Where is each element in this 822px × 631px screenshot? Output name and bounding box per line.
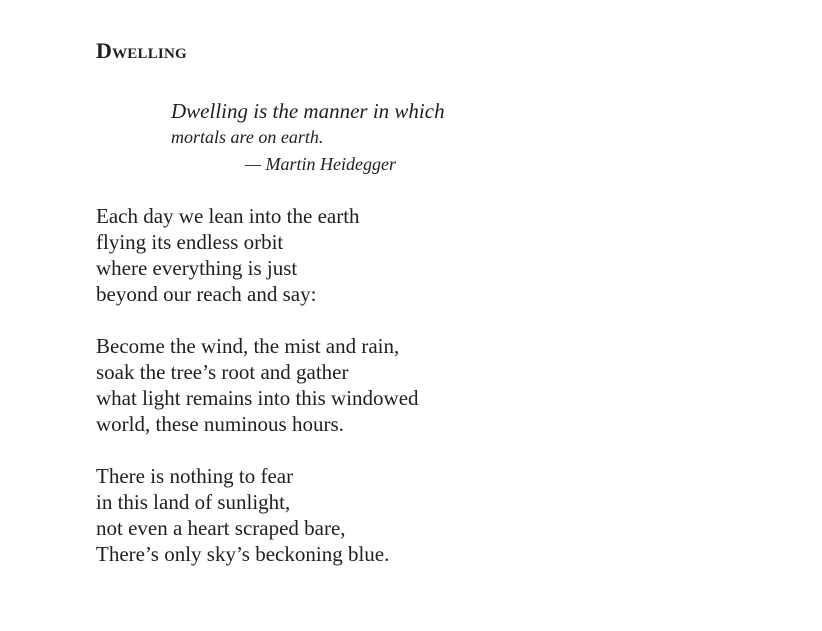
stanza: [96, 333, 419, 437]
poem-line: soak the tree’s root and gather: [96, 360, 349, 384]
poem-line: Become the wind, the mist and rain,: [96, 334, 400, 358]
epigraph-line: mortals are on earth.: [171, 127, 324, 147]
poem-line: not even a heart scraped bare,: [96, 516, 346, 540]
epigraph: [171, 98, 445, 177]
poem-line: where everything is just: [96, 256, 298, 280]
poem-line: in this land of sunlight,: [96, 490, 291, 514]
poem-title: Dwelling: [96, 38, 187, 63]
poem-line: beyond our reach and say:: [96, 282, 317, 306]
poem-line: Each day we lean into the earth: [96, 204, 360, 228]
poem-line: There is nothing to fear: [96, 464, 294, 488]
poem-line: what light remains into this windowed: [96, 386, 419, 410]
poem-line: flying its endless orbit: [96, 230, 284, 254]
poem-line: world, these numinous hours.: [96, 412, 344, 436]
stanza: [96, 203, 360, 307]
epigraph-line: Dwelling is the manner in which: [171, 99, 445, 123]
stanza: [96, 463, 389, 567]
poem-line: There’s only sky’s beckoning blue.: [96, 542, 390, 566]
epigraph-attribution: — Martin Heidegger: [245, 154, 396, 174]
